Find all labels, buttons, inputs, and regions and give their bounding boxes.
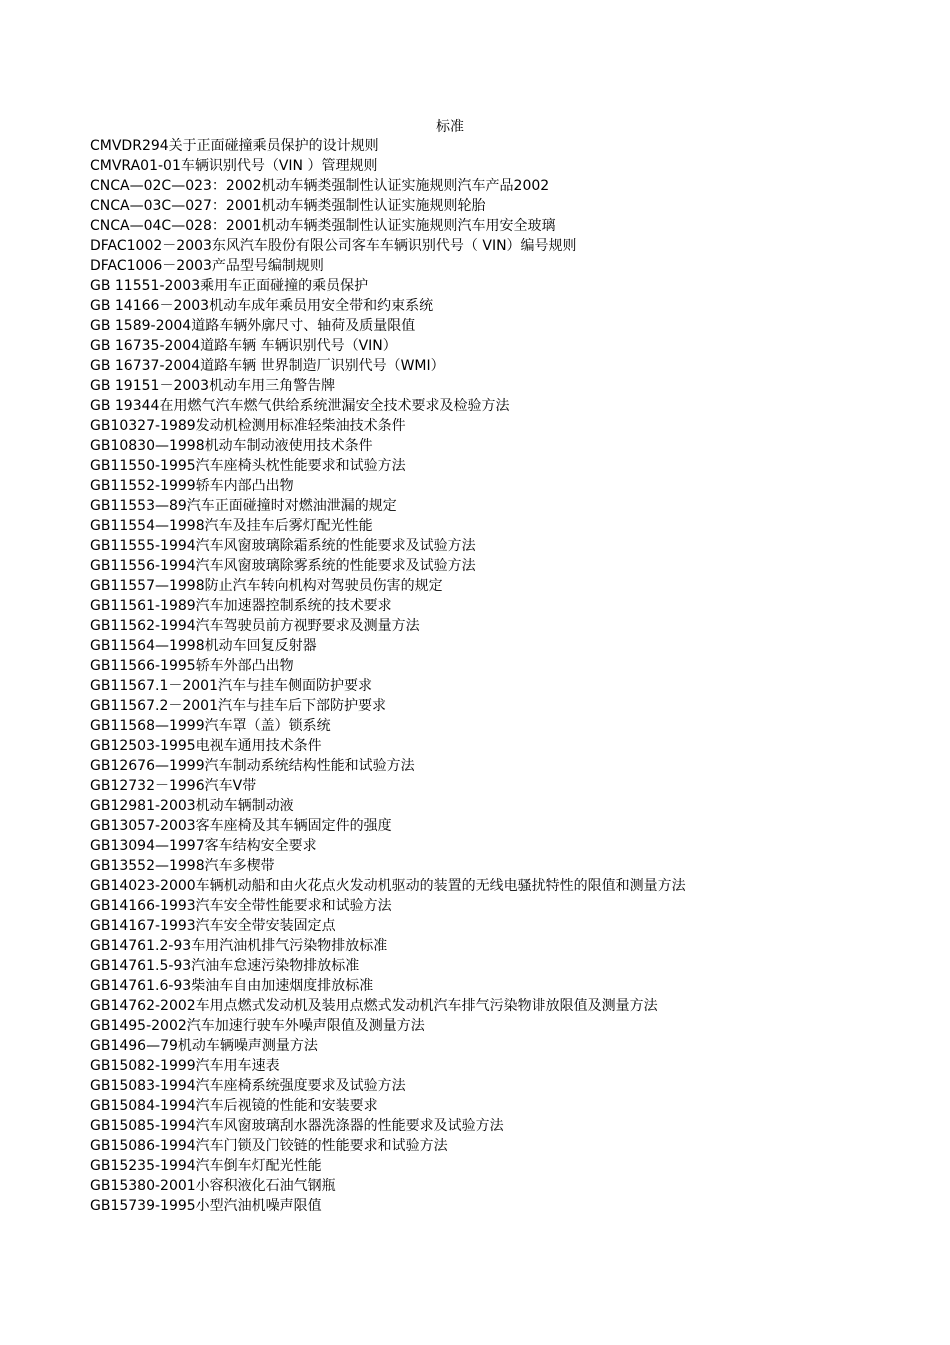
standard-entry: GB11561-1989汽车加速器控制系统的技术要求 [90, 598, 392, 614]
standard-entry: GB15085-1994汽车风窗玻璃刮水器洗涤器的性能要求及试验方法 [90, 1118, 504, 1134]
standard-entry: CNCA—04C—028：2001机动车辆类强制性认证实施规则汽车用安全玻璃 [90, 218, 556, 234]
standard-entry: GB11562-1994汽车驾驶员前方视野要求及测量方法 [90, 618, 420, 634]
standard-entry: GB11550-1995汽车座椅头枕性能要求和试验方法 [90, 458, 406, 474]
standard-entry: GB14167-1993汽车安全带安装固定点 [90, 918, 336, 934]
standard-entry: GB14761.5-93汽油车怠速污染物排放标准 [90, 958, 360, 974]
standard-entry: GB12981-2003机动车辆制动液 [90, 798, 294, 814]
standard-entry: GB11567.2－2001汽车与挂车后下部防护要求 [90, 698, 386, 714]
standard-entry: GB14166-1993汽车安全带性能要求和试验方法 [90, 898, 392, 914]
standard-entry: GB11567.1－2001汽车与挂车侧面防护要求 [90, 678, 372, 694]
standard-entry: GB13094—1997客车结构安全要求 [90, 838, 317, 854]
standard-entry: GB15083-1994汽车座椅系统强度要求及试验方法 [90, 1078, 406, 1094]
standard-entry: GB11564—1998机动车回复反射器 [90, 638, 317, 654]
standard-entry: GB15739-1995小型汽油机噪声限值 [90, 1198, 322, 1214]
standard-entry: GB10830—1998机动车制动液使用技术条件 [90, 438, 373, 454]
standard-entry: GB 16737-2004道路车辆 世界制造厂识别代号（WMI） [90, 358, 445, 374]
standard-entry: CNCA—02C—023：2002机动车辆类强制性认证实施规则汽车产品2002 [90, 178, 550, 194]
standard-entry: GB 19151－2003机动车用三角警告牌 [90, 378, 336, 394]
standard-entry: GB11566-1995轿车外部凸出物 [90, 658, 294, 674]
standard-entry: GB11553—89汽车正面碰撞时对燃油泄漏的规定 [90, 498, 397, 514]
standard-entry: DFAC1006－2003产品型号编制规则 [90, 258, 324, 274]
standard-entry: GB11556-1994汽车风窗玻璃除雾系统的性能要求及试验方法 [90, 558, 476, 574]
standard-entry: GB10327-1989发动机检测用标准轻柴油技术条件 [90, 418, 406, 434]
standard-entry: GB 1589-2004道路车辆外廓尺寸、轴荷及质量限值 [90, 318, 416, 334]
standard-entry: GB1495-2002汽车加速行驶车外噪声限值及测量方法 [90, 1018, 425, 1034]
standard-entry: GB14023-2000车辆机动船和由火花点火发动机驱动的装置的无线电骚扰特性的限值和测量方法 [90, 878, 686, 894]
standard-entry: GB15084-1994汽车后视镜的性能和安装要求 [90, 1098, 378, 1114]
standard-entry: GB11568—1999汽车罩（盖）锁系统 [90, 718, 331, 734]
standard-entry: GB12676—1999汽车制动系统结构性能和试验方法 [90, 758, 415, 774]
document-title: 标准 [436, 119, 464, 135]
standard-entry: GB 16735-2004道路车辆 车辆识别代号（VIN） [90, 338, 397, 354]
standard-entry: GB13552—1998汽车多楔带 [90, 858, 275, 874]
standard-entry: GB15086-1994汽车门锁及门铰链的性能要求和试验方法 [90, 1138, 448, 1154]
standards-list [90, 136, 910, 1216]
standard-entry: GB12503-1995电视车通用技术条件 [90, 738, 322, 754]
standard-entry: GB1496—79机动车辆噪声测量方法 [90, 1038, 318, 1054]
standard-entry: GB14761.2-93车用汽油机排气污染物排放标准 [90, 938, 388, 954]
standard-entry: GB 19344在用燃气汽车燃气供给系统泄漏安全技术要求及检验方法 [90, 398, 510, 414]
standard-entry: CNCA—03C—027：2001机动车辆类强制性认证实施规则轮胎 [90, 198, 486, 214]
standard-entry: GB14761.6-93柴油车自由加速烟度排放标准 [90, 978, 374, 994]
standard-entry: GB12732－1996汽车V带 [90, 778, 257, 794]
standard-entry: GB11552-1999轿车内部凸出物 [90, 478, 294, 494]
standard-entry: CMVDR294关于正面碰撞乘员保护的设计规则 [90, 138, 379, 154]
standard-entry: GB15082-1999汽车用车速表 [90, 1058, 280, 1074]
standard-entry: GB14762-2002车用点燃式发动机及装用点燃式发动机汽车排气污染物诽放限值及测量方法 [90, 998, 658, 1014]
standard-entry: DFAC1002－2003东风汽车股份有限公司客车车辆识别代号（ VIN）编号规则 [90, 238, 577, 254]
standard-entry: GB15235-1994汽车倒车灯配光性能 [90, 1158, 322, 1174]
standard-entry: GB 14166－2003机动车成年乘员用安全带和约束系统 [90, 298, 434, 314]
standard-entry: GB11557—1998防止汽车转向机构对驾驶员伤害的规定 [90, 578, 443, 594]
standard-entry: GB 11551-2003乘用车正面碰撞的乘员保护 [90, 278, 369, 294]
standard-entry: CMVRA01-01车辆识别代号（VIN ）管理规则 [90, 158, 378, 174]
standard-entry: GB11554—1998汽车及挂车后雾灯配光性能 [90, 518, 373, 534]
standard-entry: GB13057-2003客车座椅及其车辆固定件的强度 [90, 818, 392, 834]
standard-entry: GB11555-1994汽车风窗玻璃除霜系统的性能要求及试验方法 [90, 538, 476, 554]
standard-entry: GB15380-2001小容积液化石油气钢瓶 [90, 1178, 336, 1194]
